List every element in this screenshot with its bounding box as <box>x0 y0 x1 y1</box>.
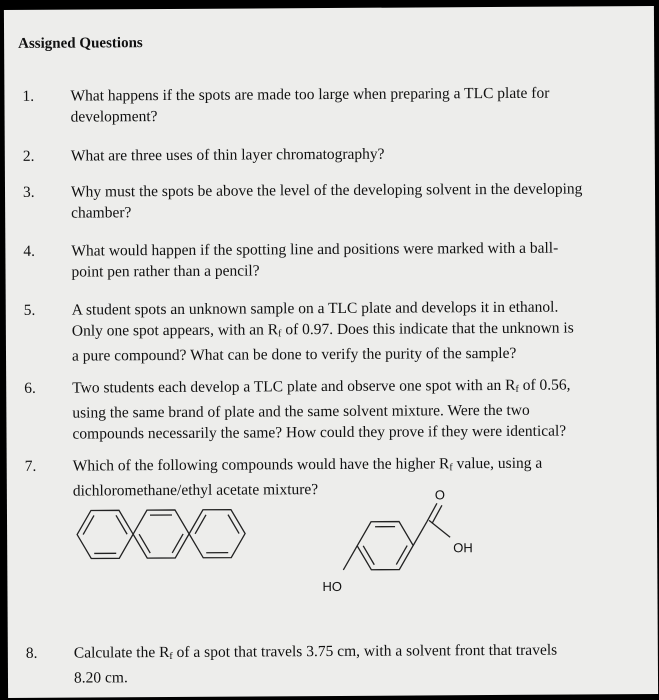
hydroxybenzoic-acid-structure <box>343 503 450 570</box>
phenol-hydroxyl-label: HO <box>322 578 342 595</box>
carbonyl-oxygen-label: O <box>434 487 446 503</box>
worksheet-page: Assigned Questions 1. What happens if the spots are made too large when preparing a TLC plate for development? 2. What are three uses of thin layer chromatography? 3. Why must the spots be above the level of the developing solvent in the developing chamber? 4. What would happen if the spotting line and positions were marked with a ball- point pen rather than a pencil? 5. A student spots an unknown sample on a TLC plate and develops it in ethanol. Only one spot appears, with an $R_f$ of 0.97. Does this indicate that the unknown is a pure compound? What can be done to verify the purity of the sample? 6. Two students each develop a TLC plate and observe one spot with an $R_f$ of 0.56, using the same brand of plate and the same solvent mixture. Were the two compounds necessarily the same? How could they prove if they were identical? 7. Which of the following compounds would have the higher $R_f$ value, using a dichloromethane/ethyl acetate mixture? O OH HO 8. Calculate the $R_f$ of a spot that travels 3.75 cm, with a solvent front that travels 8.20 cm. <box>4 6 658 698</box>
page-title: Assigned Questions <box>18 35 143 52</box>
molecule-structures <box>67 483 498 606</box>
anthracene-structure <box>77 510 245 559</box>
acid-hydroxyl-label: OH <box>453 540 473 556</box>
